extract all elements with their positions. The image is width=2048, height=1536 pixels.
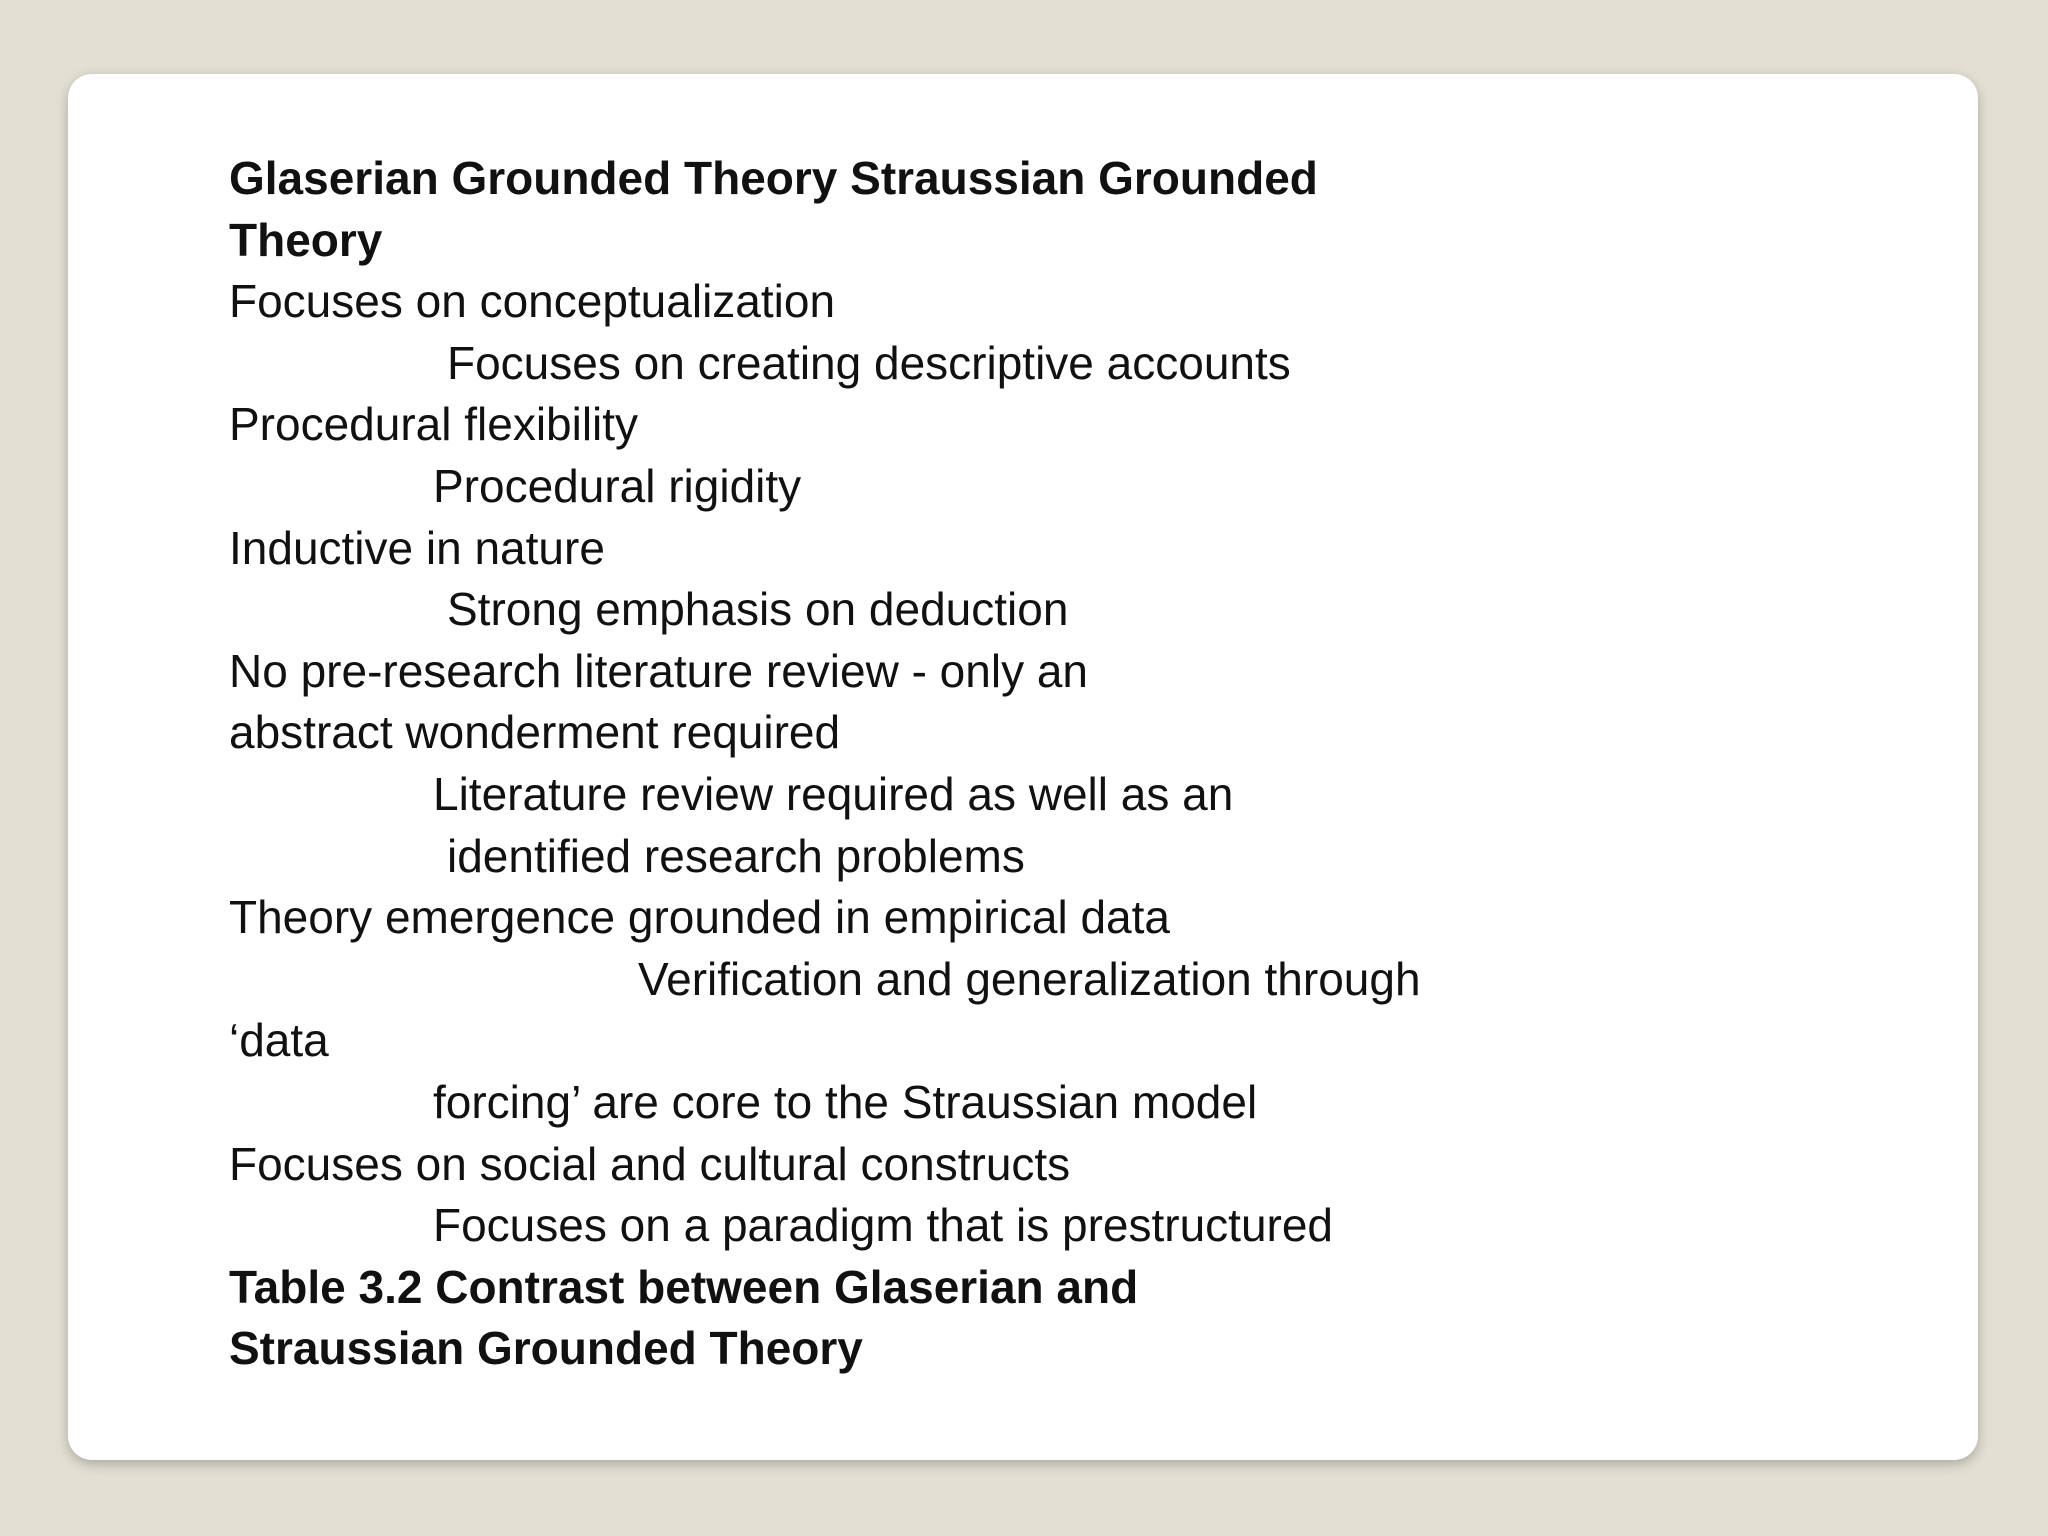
straussian-item-verification-line-3: forcing’ are core to the Straussian model — [433, 1075, 1258, 1128]
table-caption-line-1: Table 3.2 Contrast between Glaserian and — [229, 1260, 1139, 1313]
glaserian-item-theory-emergence: Theory emergence grounded in empirical data — [229, 891, 1170, 944]
straussian-item-verification-line-2: ‘data — [229, 1014, 329, 1067]
glaserian-item-literature-review-line-2: abstract wonderment required — [229, 706, 841, 759]
glaserian-item-inductive: Inductive in nature — [229, 521, 605, 574]
straussian-item-verification-line-1: Verification and generalization through — [638, 952, 1421, 1005]
slide-text-block — [229, 148, 1629, 1380]
glaserian-item-social-cultural: Focuses on social and cultural constructs — [229, 1137, 1071, 1190]
straussian-item-procedural-rigidity: Procedural rigidity — [433, 459, 802, 512]
glaserian-item-procedural-flexibility: Procedural flexibility — [229, 398, 639, 451]
table-heading-line-2: Theory — [229, 213, 383, 266]
straussian-item-literature-review-line-1: Literature review required as well as an — [433, 767, 1234, 820]
straussian-item-descriptive-accounts: Focuses on creating descriptive accounts — [447, 336, 1291, 389]
glaserian-item-conceptualization: Focuses on conceptualization — [229, 275, 836, 328]
glaserian-item-literature-review-line-1: No pre-research literature review - only an — [229, 644, 1089, 697]
straussian-item-paradigm: Focuses on a paradigm that is prestructured — [433, 1199, 1334, 1252]
straussian-item-literature-review-line-2: identified research problems — [447, 829, 1025, 882]
table-heading-line-1: Glaserian Grounded Theory Straussian Grounded — [229, 152, 1318, 204]
straussian-item-deduction: Strong emphasis on deduction — [447, 583, 1069, 636]
table-caption-line-2: Straussian Grounded Theory — [229, 1322, 863, 1375]
